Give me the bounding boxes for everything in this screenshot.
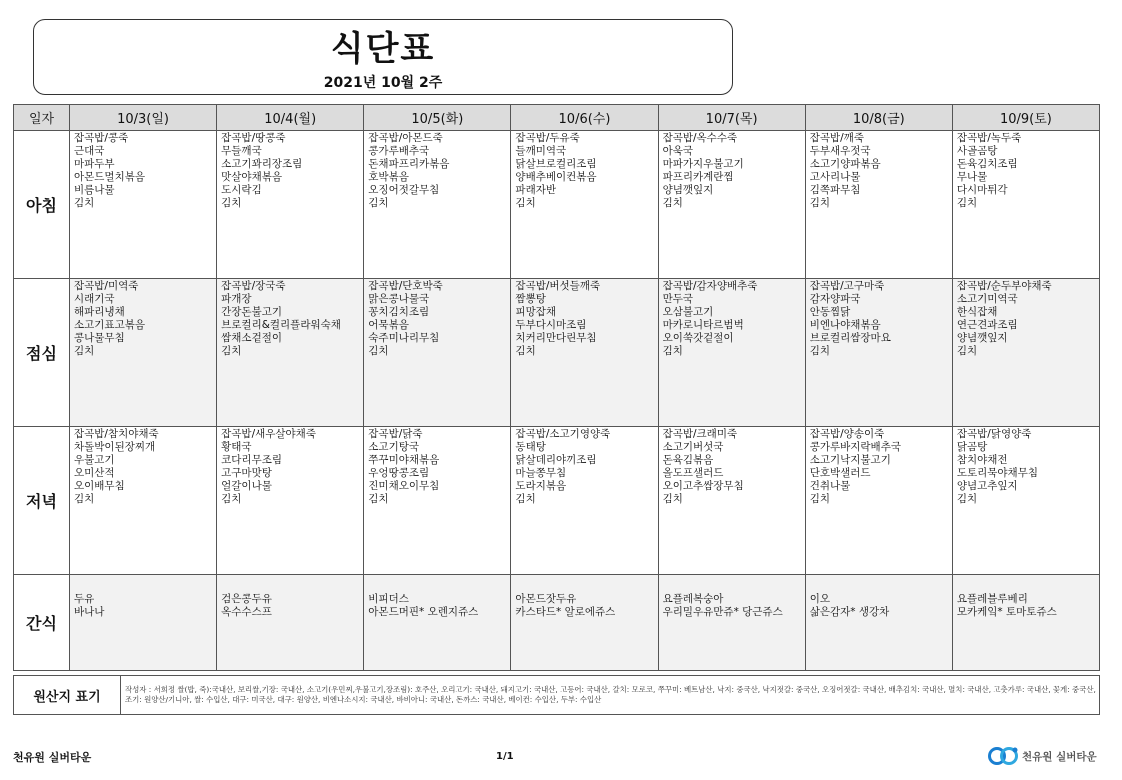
menu-item: 잡곡밥/참치야채죽 (74, 428, 159, 440)
menu-item: 잡곡밥/양송이죽 (809, 428, 885, 440)
menu-item: 아욱국 (662, 145, 693, 157)
menu-item: 파래자반 (515, 184, 556, 196)
menu-item: 요플레복숭아 (662, 593, 724, 605)
menu-cell (511, 427, 658, 575)
meal-row (14, 575, 1100, 671)
menu-item: 잡곡밥/버섯들깨죽 (515, 280, 601, 292)
menu-item: 양념깻잎지 (956, 332, 1008, 344)
menu-item: 단호박샐러드 (809, 467, 871, 479)
menu-cell (805, 131, 952, 279)
menu-item: 돈채파프리카볶음 (368, 158, 450, 170)
menu-item: 맑은콩나물국 (368, 293, 430, 305)
menu-cell (658, 575, 805, 671)
title-box (33, 19, 733, 95)
menu-item: 돈육김볶음 (662, 454, 714, 466)
menu-item: 시래기국 (74, 293, 115, 305)
menu-item: 잡곡밥/두유죽 (515, 132, 580, 144)
menu-item: 비름나물 (74, 184, 115, 196)
menu-item: 김치 (515, 197, 536, 209)
menu-cell (364, 575, 511, 671)
menu-cell (511, 131, 658, 279)
menu-item: 소고기탕국 (368, 441, 419, 453)
menu-item: 잡곡밥/고구마죽 (809, 280, 885, 292)
menu-cell (364, 131, 511, 279)
menu-item: 다시마튀각 (956, 184, 1008, 196)
menu-item: 김치 (515, 493, 536, 505)
menu-item: 소고기꽈리장조림 (221, 158, 303, 170)
menu-item: 김치 (74, 197, 95, 209)
menu-item: 카스타드* 알로에쥬스 (515, 606, 616, 618)
day-header: 10/4(월) (217, 105, 364, 131)
menu-item: 닭살브로컬리조림 (515, 158, 597, 170)
day-header: 10/5(화) (364, 105, 511, 131)
menu-item: 황태국 (221, 441, 252, 453)
menu-item: 브로컬리&컬리플라워숙채 (221, 319, 341, 331)
page-title: 식단표 (330, 29, 436, 69)
menu-cell (511, 279, 658, 427)
menu-item: 아몬드머핀* 오렌지쥬스 (368, 606, 479, 618)
menu-item: 어묵볶음 (368, 319, 409, 331)
origin-text: 작성자 : 서희정 쌀(밥, 죽):국내산, 보리쌀,기장: 국내산, 소고기(우민찌,우불고기,장조림): 호주산, 오리고기: 국내산, 돼지고기: 국내산, 고등어: 국내산, 갈치: 모로코, 쭈꾸미: 베트남산, 낙지: 중국산, 낙지젓갈: 중국산, 오징어젓갈: 국내산, 배추김치: 국내산, 멸치: 국내산, 고춧가루: 국내산, 꽃게: 중국산, 조기: 원양산/기니아, 쌀: 수입산, 대구: 미국산, 대구: 원양산, 비엔나소시지: 국내산, 바비아니: 국내산, 돈까스: 국내산, 베이컨: 수입산, 두부: 수입산 (125, 685, 1096, 704)
menu-item: 동태탕 (515, 441, 546, 453)
menu-item: 김치 (956, 345, 978, 357)
menu-item: 무들깨국 (221, 145, 262, 157)
page-subtitle: 2021년 10월 2주 (323, 75, 443, 91)
menu-item: 참치야채전 (956, 454, 1008, 466)
menu-item: 두부다시마조림 (515, 319, 587, 331)
menu-item: 김쪽파무침 (809, 184, 861, 196)
menu-item: 이오 (809, 593, 830, 605)
menu-item: 도토리묵야채무침 (956, 467, 1038, 479)
day-header: 10/7(목) (658, 105, 805, 131)
menu-cell (805, 575, 952, 671)
menu-item: 김치 (368, 197, 389, 209)
menu-item: 옥수수스프 (221, 606, 272, 618)
logo-icon (988, 745, 1020, 767)
menu-item: 간장돈불고기 (221, 306, 282, 318)
menu-cell (217, 279, 364, 427)
menu-item: 호박볶음 (368, 171, 409, 183)
menu-item: 해파리냉채 (74, 306, 125, 318)
menu-cell (70, 575, 217, 671)
menu-item: 김치 (368, 493, 389, 505)
menu-item: 얼갈이나물 (221, 480, 272, 492)
menu-item: 들깨미역국 (515, 145, 567, 157)
menu-cell (658, 279, 805, 427)
menu-cell (217, 131, 364, 279)
menu-item: 김치 (74, 493, 95, 505)
menu-item: 잡곡밥/콩죽 (74, 132, 129, 144)
logo-text: 천유원 실버타운 (1022, 750, 1097, 763)
menu-item: 김치 (662, 493, 683, 505)
meal-label: 저녁 (14, 427, 70, 575)
menu-item: 잡곡밥/미역죽 (74, 280, 139, 292)
menu-item: 안동찜닭 (809, 306, 851, 318)
menu-item: 김치 (809, 493, 830, 505)
menu-item: 도시락김 (221, 184, 262, 196)
menu-cell (70, 131, 217, 279)
menu-item: 우엉땅콩조림 (368, 467, 430, 479)
menu-item: 도라지볶음 (515, 480, 567, 492)
menu-item: 잡곡밥/소고기영양죽 (515, 428, 611, 440)
menu-item: 잡곡밥/깨죽 (809, 132, 864, 144)
menu-item: 양념깻잎지 (662, 184, 714, 196)
menu-item: 브로컬리쌈장마요 (809, 332, 891, 344)
menu-item: 김치 (368, 345, 389, 357)
menu-item: 비피더스 (368, 593, 409, 605)
menu-cell (805, 279, 952, 427)
menu-item: 김치 (221, 493, 242, 505)
menu-item: 마카로니타르범벅 (662, 319, 744, 331)
menu-item: 우리밀우유만쥬* 당근쥬스 (662, 606, 783, 618)
corner-label: 일자 (14, 105, 70, 131)
company-logo (988, 745, 1097, 767)
table-header-row (14, 105, 1100, 131)
menu-item: 오이배무침 (74, 480, 125, 492)
menu-item: 차돌박이된장찌개 (74, 441, 156, 453)
menu-item: 잡곡밥/땅콩죽 (221, 132, 286, 144)
menu-item: 잡곡밥/단호박죽 (368, 280, 443, 292)
menu-item: 연근견과조림 (956, 319, 1018, 331)
menu-item: 쌈채소겉절이 (221, 332, 282, 344)
menu-item: 돈육김치조림 (956, 158, 1018, 170)
origin-label: 원산지 표기 (14, 676, 121, 714)
menu-item: 잡곡밥/장국죽 (221, 280, 286, 292)
menu-item: 양배추베이컨볶음 (515, 171, 597, 183)
menu-cell (658, 427, 805, 575)
menu-item: 닭살데리야끼조림 (515, 454, 597, 466)
menu-cell (217, 575, 364, 671)
meal-label: 간식 (14, 575, 70, 671)
menu-item: 소고기양파볶음 (809, 158, 881, 170)
menu-item: 만두국 (662, 293, 693, 305)
menu-item: 잡곡밥/감자양배추죽 (662, 280, 758, 292)
menu-table (13, 104, 1100, 671)
menu-item: 잡곡밥/크래미죽 (662, 428, 738, 440)
menu-item: 닭곰탕 (956, 441, 988, 453)
menu-cell (364, 427, 511, 575)
menu-item: 김치 (956, 493, 978, 505)
menu-cell (658, 131, 805, 279)
menu-item: 김치 (809, 197, 830, 209)
menu-item: 우불고기 (74, 454, 115, 466)
menu-item: 맛살야채볶음 (221, 171, 282, 183)
menu-item: 잡곡밥/닭죽 (368, 428, 423, 440)
meal-label: 아침 (14, 131, 70, 279)
menu-cell (364, 279, 511, 427)
menu-item: 김치 (221, 197, 242, 209)
menu-item: 김치 (74, 345, 95, 357)
menu-cell (217, 427, 364, 575)
menu-cell (70, 427, 217, 575)
day-header: 10/9(토) (952, 105, 1099, 131)
menu-item: 짬뽕탕 (515, 293, 546, 305)
menu-item: 양념고추잎지 (956, 480, 1018, 492)
menu-item: 고구마맛탕 (221, 467, 272, 479)
menu-item: 코다리무조림 (221, 454, 282, 466)
menu-cell (511, 575, 658, 671)
day-header: 10/8(금) (805, 105, 952, 131)
footer-company: 천유원 실버타운 (13, 751, 92, 764)
menu-item: 콩가루바지락배추국 (809, 441, 901, 453)
menu-item: 소고기낙지불고기 (809, 454, 891, 466)
menu-cell (952, 575, 1099, 671)
menu-item: 소고기미역국 (956, 293, 1018, 305)
menu-item: 요플레블루베리 (956, 593, 1028, 605)
menu-item: 소고기표고볶음 (74, 319, 146, 331)
menu-item: 김치 (809, 345, 830, 357)
page-number: 1/1 (496, 751, 514, 762)
menu-item: 한식잡채 (956, 306, 998, 318)
menu-item: 숙주미나리무침 (368, 332, 440, 344)
meal-label: 점심 (14, 279, 70, 427)
menu-item: 콩나물무침 (74, 332, 125, 344)
menu-item: 검은콩두유 (221, 593, 272, 605)
menu-item: 마파두부 (74, 158, 115, 170)
menu-item: 아몬드잣두유 (515, 593, 577, 605)
menu-item: 아몬드멸치볶음 (74, 171, 146, 183)
menu-item: 잡곡밥/녹두죽 (956, 132, 1022, 144)
menu-item: 김치 (956, 197, 978, 209)
menu-item: 김치 (515, 345, 536, 357)
menu-item: 오이쑥갓겉절이 (662, 332, 734, 344)
menu-item: 삶은감자* 생강차 (809, 606, 890, 618)
menu-item: 잡곡밥/새우살야채죽 (221, 428, 316, 440)
menu-item: 잡곡밥/아몬드죽 (368, 132, 443, 144)
menu-cell (952, 427, 1099, 575)
menu-item: 파프리카계란찜 (662, 171, 734, 183)
meal-row (14, 427, 1100, 575)
menu-item: 두부새우젓국 (809, 145, 871, 157)
menu-item: 무나물 (956, 171, 988, 183)
menu-item: 꽁치김치조림 (368, 306, 430, 318)
menu-item: 쭈꾸미야채볶음 (368, 454, 440, 466)
menu-item: 사골곰탕 (956, 145, 998, 157)
menu-item: 소고기버섯국 (662, 441, 724, 453)
menu-item: 근대국 (74, 145, 105, 157)
menu-item: 오삼불고기 (662, 306, 714, 318)
menu-item: 고사리나물 (809, 171, 861, 183)
menu-item: 김치 (662, 197, 683, 209)
menu-item: 김치 (662, 345, 683, 357)
menu-item: 바나나 (74, 606, 105, 618)
menu-item: 잡곡밥/옥수수죽 (662, 132, 738, 144)
origin-section (13, 675, 1100, 715)
menu-item: 건취나물 (809, 480, 851, 492)
menu-item: 잡곡밥/닭영양죽 (956, 428, 1032, 440)
menu-item: 오징어젓갈무침 (368, 184, 440, 196)
day-header: 10/6(수) (511, 105, 658, 131)
menu-item: 파개장 (221, 293, 252, 305)
menu-cell (952, 131, 1099, 279)
menu-item: 김치 (221, 345, 242, 357)
menu-item: 비엔나야채볶음 (809, 319, 881, 331)
menu-item: 감자양파국 (809, 293, 861, 305)
menu-cell (952, 279, 1099, 427)
menu-item: 치커리만다린무침 (515, 332, 597, 344)
menu-item: 잡곡밥/순두부야채죽 (956, 280, 1052, 292)
day-header: 10/3(일) (70, 105, 217, 131)
meal-row (14, 279, 1100, 427)
menu-item: 마파가지우불고기 (662, 158, 744, 170)
menu-item: 오미산적 (74, 467, 115, 479)
menu-item: 올도프샐러드 (662, 467, 724, 479)
menu-item: 피망잡채 (515, 306, 556, 318)
menu-item: 모카케잌* 토마토쥬스 (956, 606, 1057, 618)
menu-item: 콩가루배추국 (368, 145, 430, 157)
menu-item: 오이고추쌈장무침 (662, 480, 744, 492)
menu-item: 진미채오이무침 (368, 480, 440, 492)
menu-cell (805, 427, 952, 575)
menu-item: 두유 (74, 593, 95, 605)
meal-row (14, 131, 1100, 279)
menu-item: 마늘쫑무침 (515, 467, 567, 479)
menu-cell (70, 279, 217, 427)
